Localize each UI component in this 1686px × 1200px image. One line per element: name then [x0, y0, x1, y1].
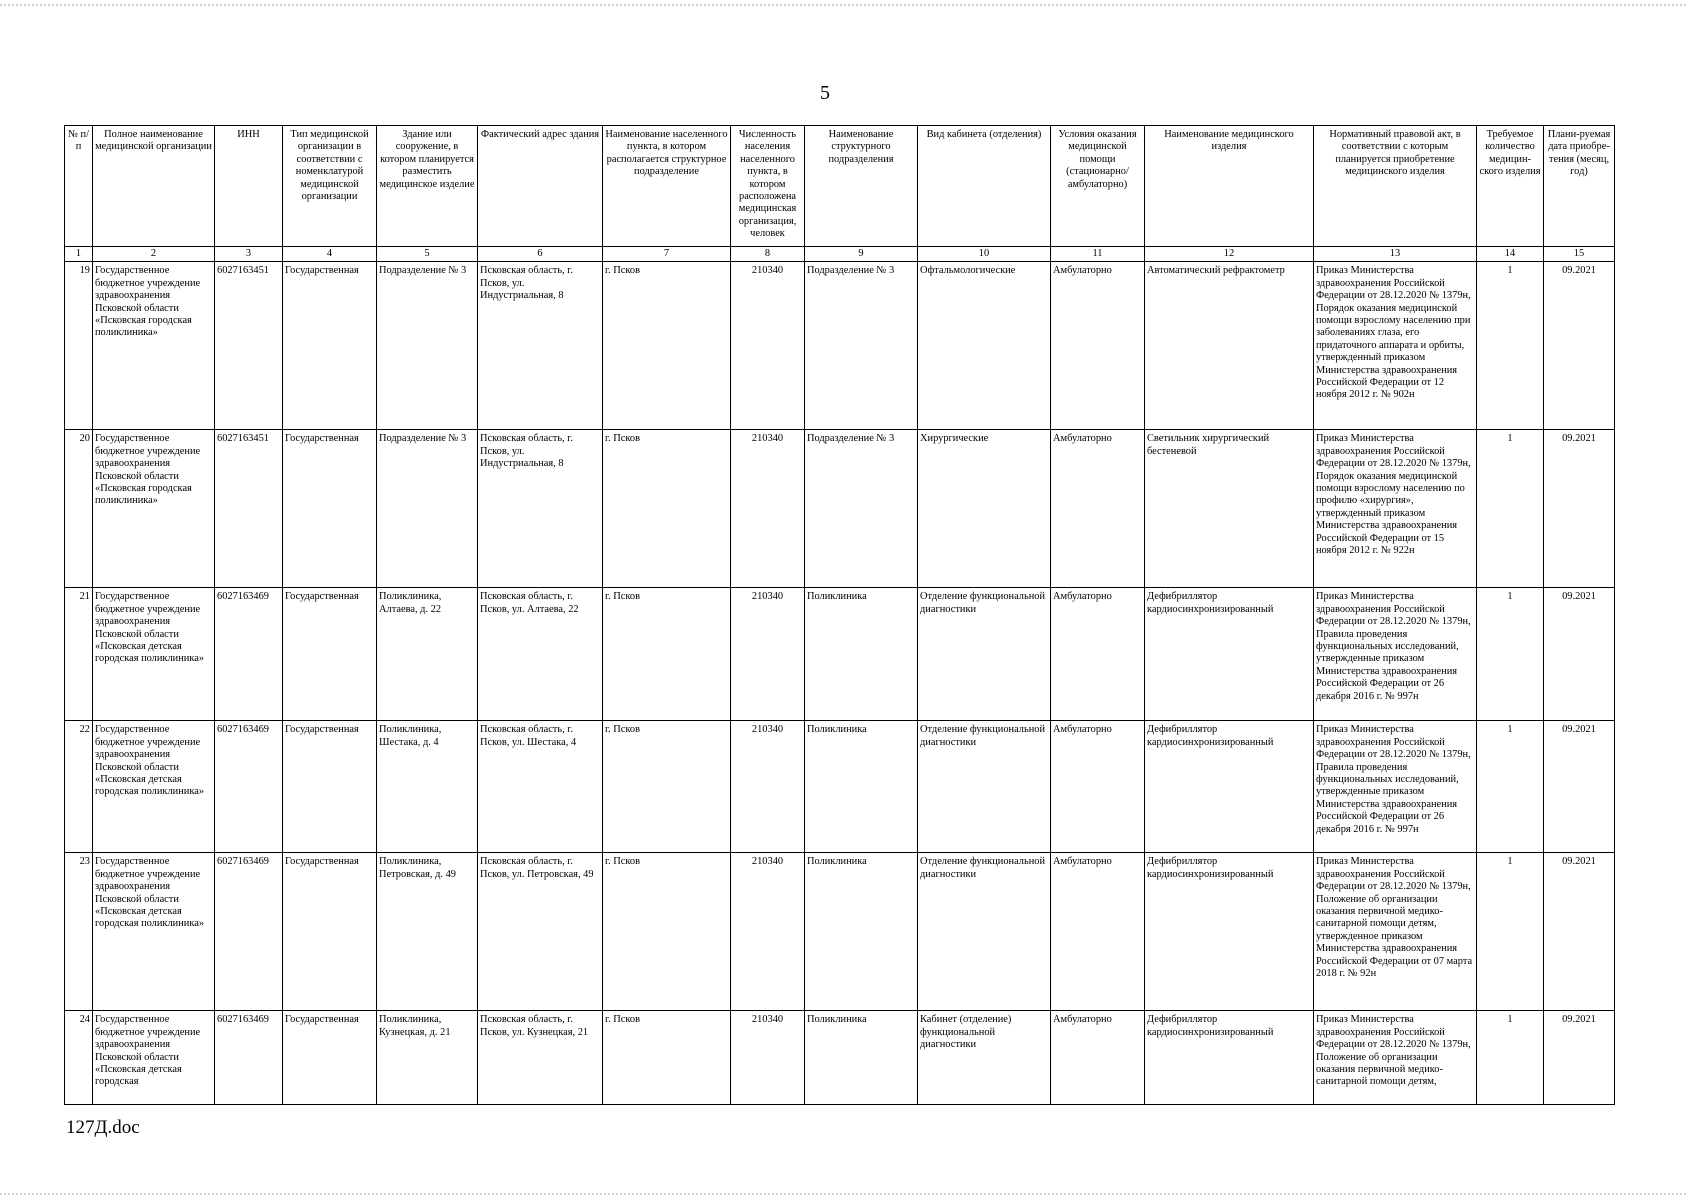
header-cell: Наименование структурного подразделения: [805, 126, 918, 247]
population: 210340: [731, 1011, 805, 1105]
care-conditions: Амбулаторно: [1051, 853, 1145, 1011]
header-cell: Полное наименование медицинской организации: [93, 126, 215, 247]
header-row: [65, 126, 1615, 247]
header-cell: Здание или сооружение, в котором планируется разместить медицинское изделие: [377, 126, 478, 247]
building: Подразделение № 3: [377, 262, 478, 430]
quantity: 1: [1477, 853, 1544, 1011]
header-cell: Вид кабинета (отделения): [918, 126, 1051, 247]
table-row: [65, 262, 1615, 430]
column-number: 5: [377, 247, 478, 262]
inn: 6027163469: [215, 1011, 283, 1105]
planned-date: 09.2021: [1544, 430, 1615, 588]
column-number: 9: [805, 247, 918, 262]
row-number: 22: [65, 721, 93, 853]
quantity: 1: [1477, 1011, 1544, 1105]
organization-name: Государственное бюджетное учреждение здравоохранения Псковской области «Псковская детская городская поликлиника»: [93, 588, 215, 721]
locality: г. Псков: [603, 1011, 731, 1105]
table-row: [65, 1011, 1615, 1105]
column-number: 12: [1145, 247, 1314, 262]
column-number-row: [65, 247, 1615, 262]
device-name: Дефибриллятор кардиосинхронизированный: [1145, 1011, 1314, 1105]
column-number: 7: [603, 247, 731, 262]
organization-type: Государственная: [283, 262, 377, 430]
header-cell: Плани-руемая дата приобре-тения (месяц, год): [1544, 126, 1615, 247]
footer-filename: 127Д.doc: [66, 1117, 140, 1138]
locality: г. Псков: [603, 853, 731, 1011]
address: Псковская область, г. Псков, ул. Индустриальная, 8: [478, 262, 603, 430]
device-name: Дефибриллятор кардиосинхронизированный: [1145, 588, 1314, 721]
column-number: 8: [731, 247, 805, 262]
cabinet-type: Отделение функциональной диагностики: [918, 588, 1051, 721]
legal-act: Приказ Министерства здравоохранения Российской Федерации от 28.12.2020 № 1379н, Положение об организации оказания первичной медико-санитарной помощи детям, утвержденное приказом Министерства здравоохранения Российской Федерации от 07 марта 2018 г. № 92н: [1314, 853, 1477, 1011]
device-name: Дефибриллятор кардиосинхронизированный: [1145, 853, 1314, 1011]
building: Подразделение № 3: [377, 430, 478, 588]
locality: г. Псков: [603, 721, 731, 853]
column-number: 13: [1314, 247, 1477, 262]
planned-date: 09.2021: [1544, 721, 1615, 853]
scan-edge-bottom: [0, 1193, 1686, 1198]
row-number: 23: [65, 853, 93, 1011]
row-number: 19: [65, 262, 93, 430]
address: Псковская область, г. Псков, ул. Петровская, 49: [478, 853, 603, 1011]
column-number: 11: [1051, 247, 1145, 262]
cabinet-type: Отделение функциональной диагностики: [918, 721, 1051, 853]
cabinet-type: Отделение функциональной диагностики: [918, 853, 1051, 1011]
device-name: Автоматический рефрактометр: [1145, 262, 1314, 430]
locality: г. Псков: [603, 262, 731, 430]
care-conditions: Амбулаторно: [1051, 1011, 1145, 1105]
address: Псковская область, г. Псков, ул. Индустриальная, 8: [478, 430, 603, 588]
building: Поликлиника, Алтаева, д. 22: [377, 588, 478, 721]
header-cell: ИНН: [215, 126, 283, 247]
structural-unit: Поликлиника: [805, 588, 918, 721]
legal-act: Приказ Министерства здравоохранения Российской Федерации от 28.12.2020 № 1379н, Порядок оказания медицинской помощи взрослому населению по профилю «хирургия», утвержденный приказом Министерства здравоохранения Российской Федерации от 15 ноября 2012 г. № 922н: [1314, 430, 1477, 588]
population: 210340: [731, 853, 805, 1011]
column-number: 3: [215, 247, 283, 262]
header-cell: Наименование медицинского изделия: [1145, 126, 1314, 247]
care-conditions: Амбулаторно: [1051, 262, 1145, 430]
quantity: 1: [1477, 430, 1544, 588]
care-conditions: Амбулаторно: [1051, 430, 1145, 588]
structural-unit: Поликлиника: [805, 853, 918, 1011]
column-number: 10: [918, 247, 1051, 262]
locality: г. Псков: [603, 588, 731, 721]
table-row: [65, 588, 1615, 721]
structural-unit: Поликлиника: [805, 1011, 918, 1105]
inn: 6027163469: [215, 721, 283, 853]
column-number: 14: [1477, 247, 1544, 262]
quantity: 1: [1477, 262, 1544, 430]
row-number: 20: [65, 430, 93, 588]
organization-type: Государственная: [283, 721, 377, 853]
device-name: Дефибриллятор кардиосинхронизированный: [1145, 721, 1314, 853]
building: Поликлиника, Шестака, д. 4: [377, 721, 478, 853]
organization-type: Государственная: [283, 430, 377, 588]
table-row: [65, 721, 1615, 853]
locality: г. Псков: [603, 430, 731, 588]
inn: 6027163451: [215, 430, 283, 588]
planned-date: 09.2021: [1544, 853, 1615, 1011]
care-conditions: Амбулаторно: [1051, 721, 1145, 853]
cabinet-type: Офтальмологические: [918, 262, 1051, 430]
inn: 6027163451: [215, 262, 283, 430]
organization-name: Государственное бюджетное учреждение здравоохранения Псковской области «Псковская детская городская: [93, 1011, 215, 1105]
legal-act: Приказ Министерства здравоохранения Российской Федерации от 28.12.2020 № 1379н, Положение об организации оказания первичной медико-санитарной помощи детям,: [1314, 1011, 1477, 1105]
planned-date: 09.2021: [1544, 262, 1615, 430]
column-number: 2: [93, 247, 215, 262]
header-cell: Численность населения населенного пункта, в котором расположена медицинская организация, человек: [731, 126, 805, 247]
quantity: 1: [1477, 721, 1544, 853]
care-conditions: Амбулаторно: [1051, 588, 1145, 721]
cabinet-type: Хирургические: [918, 430, 1051, 588]
organization-name: Государственное бюджетное учреждение здравоохранения Псковской области «Псковская детская городская поликлиника»: [93, 721, 215, 853]
column-number: 6: [478, 247, 603, 262]
population: 210340: [731, 721, 805, 853]
building: Поликлиника, Кузнецкая, д. 21: [377, 1011, 478, 1105]
structural-unit: Подразделение № 3: [805, 430, 918, 588]
inn: 6027163469: [215, 588, 283, 721]
address: Псковская область, г. Псков, ул. Шестака, 4: [478, 721, 603, 853]
legal-act: Приказ Министерства здравоохранения Российской Федерации от 28.12.2020 № 1379н, Порядок оказания медицинской помощи взрослому населению при заболеваниях глаза, его придаточного аппарата и орбиты, утвержденный приказом Министерства здравоохранения Российской Федерации от 12 ноября 2012 г. № 902н: [1314, 262, 1477, 430]
population: 210340: [731, 262, 805, 430]
header-cell: Тип медицинской организации в соответствии с номенклатурой медицинской организации: [283, 126, 377, 247]
population: 210340: [731, 430, 805, 588]
header-cell: Фактический адрес здания: [478, 126, 603, 247]
planned-date: 09.2021: [1544, 1011, 1615, 1105]
organization-name: Государственное бюджетное учреждение здравоохранения Псковской области «Псковская городская поликлиника»: [93, 262, 215, 430]
organization-type: Государственная: [283, 1011, 377, 1105]
inn: 6027163469: [215, 853, 283, 1011]
structural-unit: Подразделение № 3: [805, 262, 918, 430]
structural-unit: Поликлиника: [805, 721, 918, 853]
building: Поликлиника, Петровская, д. 49: [377, 853, 478, 1011]
column-number: 15: [1544, 247, 1615, 262]
quantity: 1: [1477, 588, 1544, 721]
address: Псковская область, г. Псков, ул. Алтаева, 22: [478, 588, 603, 721]
row-number: 21: [65, 588, 93, 721]
organization-name: Государственное бюджетное учреждение здравоохранения Псковской области «Псковская детская городская поликлиника»: [93, 853, 215, 1011]
header-cell: Наименование населенного пункта, в котором располагается структурное подразделение: [603, 126, 731, 247]
row-number: 24: [65, 1011, 93, 1105]
scan-edge-top: [0, 0, 1686, 6]
legal-act: Приказ Министерства здравоохранения Российской Федерации от 28.12.2020 № 1379н, Правила проведения функциональных исследований, утвержденные приказом Министерства здравоохранения Российской Федерации от 26 декабря 2016 г. № 997н: [1314, 588, 1477, 721]
header-cell: Нормативный правовой акт, в соответствии с которым планируется приобретение медицинского изделия: [1314, 126, 1477, 247]
header-cell: Требуемое количество медицин-ского изделия: [1477, 126, 1544, 247]
cabinet-type: Кабинет (отделение) функциональной диагностики: [918, 1011, 1051, 1105]
legal-act: Приказ Министерства здравоохранения Российской Федерации от 28.12.2020 № 1379н, Правила проведения функциональных исследований, утвержденные приказом Министерства здравоохранения Российской Федерации от 26 декабря 2016 г. № 997н: [1314, 721, 1477, 853]
equipment-table: [64, 125, 1615, 1105]
organization-name: Государственное бюджетное учреждение здравоохранения Псковской области «Псковская городская поликлиника»: [93, 430, 215, 588]
population: 210340: [731, 588, 805, 721]
header-cell: № п/п: [65, 126, 93, 247]
organization-type: Государственная: [283, 588, 377, 721]
organization-type: Государственная: [283, 853, 377, 1011]
table-row: [65, 853, 1615, 1011]
address: Псковская область, г. Псков, ул. Кузнецкая, 21: [478, 1011, 603, 1105]
column-number: 1: [65, 247, 93, 262]
table-row: [65, 430, 1615, 588]
header-cell: Условия оказания медицинской помощи (стационарно/ амбулаторно): [1051, 126, 1145, 247]
page-number: 5: [820, 82, 830, 104]
device-name: Светильник хирургический бестеневой: [1145, 430, 1314, 588]
column-number: 4: [283, 247, 377, 262]
planned-date: 09.2021: [1544, 588, 1615, 721]
